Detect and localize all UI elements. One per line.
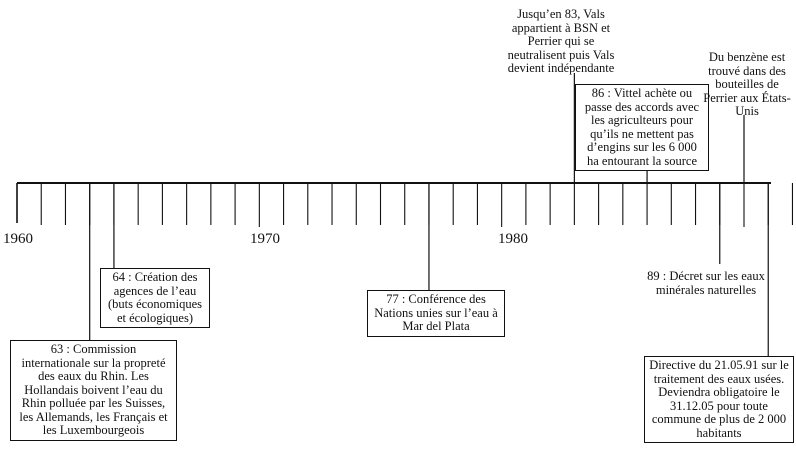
event-1983-vals: Jusqu’en 83, Vals appartient à BSN et Perrier qui se neutralisent puis Vals devient indépendante (507, 7, 615, 75)
year-label-1970: 1970 (250, 231, 280, 247)
year-ticks (17, 183, 792, 227)
event-1977-conference-onu: 77 : Conférence des Nations unies sur l’eau à Mar del Plata (367, 290, 505, 337)
event-1990-benzene: Du benzène est trouvé dans des bouteilles de Perrier aux États-Unis (703, 50, 791, 118)
event-1963-commission-rhin: 63 : Commission internationale sur la propreté des eaux du Rhin. Les Hollandais boivent l’eau du Rhin polluée par les Suisses, les Allemands, les Français et les Luxembourgeois (10, 340, 177, 441)
year-label-1980: 1980 (498, 231, 528, 247)
year-label-1960: 1960 (3, 231, 33, 247)
event-1986-vittel: 86 : Vittel achète ou passe des accords avec les agriculteurs pour qu’ils ne mettent pas d’engins sur les 6 000 ha entourant la source (575, 84, 709, 171)
event-1964-agences-eau: 64 : Création des agences de l’eau (buts économiques et écologiques) (100, 268, 210, 328)
event-1989-decret: 89 : Décret sur les eaux minérales naturelles (647, 269, 765, 297)
event-1991-directive-eaux-usees: Directive du 21.05.91 sur le traitement des eaux usées. Deviendra obligatoire le 31.12.05 pour toute commune de plus de 2 000 habitants (644, 356, 794, 443)
